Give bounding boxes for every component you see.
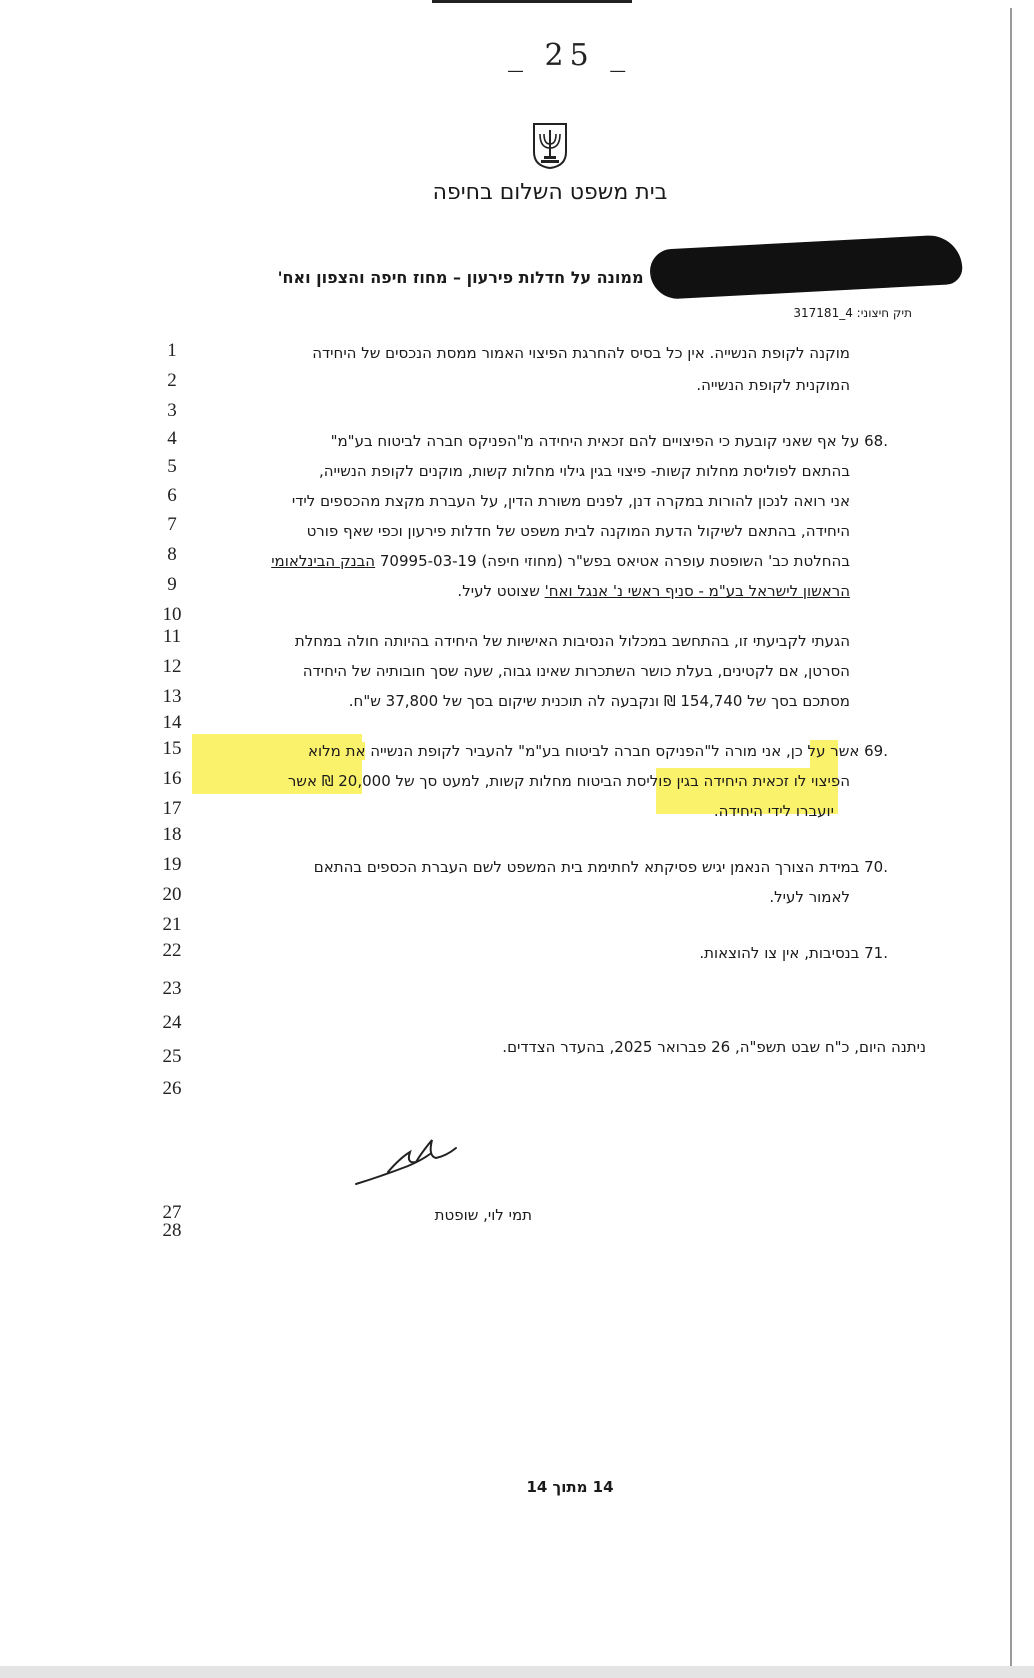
paragraph-68-line — [271, 552, 850, 570]
line-number: 2 — [167, 370, 177, 391]
line-number: 12 — [162, 656, 182, 677]
paragraph-69-line: יועברו לידי היחידה. — [713, 802, 834, 820]
line-number: 14 — [162, 712, 182, 733]
line-number: 25 — [162, 1046, 182, 1067]
line-number: 15 — [162, 738, 182, 759]
paragraph-68-line: הגעתי לקביעתי זו, בהתחשב במכלול הנסיבות האישיות של היחידה בהיותה חולה במחלת — [294, 632, 850, 650]
page-edge-top — [432, 0, 632, 3]
given-date-line: ניתנה היום, כ"ח שבט תשפ"ה, 26 פברואר 2025, בהעדר הצדדים. — [502, 1038, 926, 1056]
line-number: 28 — [162, 1220, 182, 1241]
text-segment: .69 אשר על כן, אני מורה ל"הפניקס חברה לביטוח בע"מ" להעביר לקופת הנשייה — [365, 742, 888, 760]
judge-name: תמי לוי, שופטת — [434, 1206, 532, 1224]
line-number: 4 — [167, 428, 177, 449]
text-line: המוקנית לקופת הנשייה. — [696, 376, 850, 394]
file-reference: תיק חיצוני: 4_317181 — [793, 306, 912, 320]
case-title: ' ממונה על חדלות פירעון – מחוז חיפה והצפון ואח' — [277, 268, 654, 287]
paragraph-68-line: בהתאם לפוליסת מחלות קשות- פיצוי בגין גילוי מחלות קשות, מוקנים לקופת הנשייה, — [318, 462, 850, 480]
line-number: 3 — [167, 400, 177, 421]
highlighted-text: את מלוא — [307, 742, 366, 760]
line-number: 6 — [167, 485, 177, 506]
paragraph-68-line: .68 על אף שאני קובעת כי הפיצויים להם זכאית היחידה מ"הפניקס חברה לביטוח בע"מ" — [330, 432, 888, 450]
page-number: 14 מתוך 14 — [526, 1478, 614, 1496]
line-number: 9 — [167, 574, 177, 595]
paragraph-68-line: היחידה, בהתאם לשיקול הדעת המוקנה לבית משפט של חדלות פירעון וכפי שאף פורט — [306, 522, 850, 540]
handwritten-page-number: _ 25 _ — [508, 38, 632, 73]
line-number: 5 — [167, 456, 177, 477]
line-number: 22 — [162, 940, 182, 961]
line-number: 11 — [162, 626, 182, 647]
text-line: מוקנה לקופת הנשייה. אין כל בסיס להחרגת הפיצוי האמור ממסת הנכסים של היחידה — [312, 344, 850, 362]
line-number: 19 — [162, 854, 182, 875]
paragraph-70-line: לאמור לעיל. — [769, 888, 850, 906]
line-number: 10 — [162, 604, 182, 625]
redaction-mark — [649, 234, 963, 300]
line-number: 8 — [167, 544, 177, 565]
paragraph-71: .71 בנסיבות, אין צו להוצאות. — [699, 944, 888, 962]
line-number: 7 — [167, 514, 177, 535]
page-edge-bottom — [0, 1666, 1034, 1678]
line-number: 18 — [162, 824, 182, 845]
paragraph-68-line — [457, 582, 850, 600]
court-name: בית משפט השלום בחיפה — [432, 180, 668, 205]
page-edge-right — [1010, 8, 1012, 1668]
line-number: 21 — [162, 914, 182, 935]
text-segment: שצוטט לעיל. — [457, 582, 545, 600]
cited-case-name: הראשון לישראל בע"מ - סניף ראשי נ' אנגל ואח' — [544, 582, 850, 600]
line-number: 13 — [162, 686, 182, 707]
line-number: 20 — [162, 884, 182, 905]
line-number: 23 — [162, 978, 182, 999]
paragraph-68-line: אני רואה לנכון להורות במקרה דנן, לפנים משורת הדין, על העברת מקצת מהכספים לידי — [291, 492, 850, 510]
line-number: 26 — [162, 1078, 182, 1099]
line-number: 16 — [162, 768, 182, 789]
line-number: 1 — [167, 340, 177, 361]
cited-case-name: הבנק הבינלאומי — [271, 552, 376, 570]
line-number: 17 — [162, 798, 182, 819]
line-number: 24 — [162, 1012, 182, 1033]
paragraph-69-line — [308, 742, 888, 760]
paragraph-68-line: מסתכם בסך של 154,740 ₪ ונקבעה לה תוכנית שיקום בסך של 37,800 ש"ח. — [348, 692, 850, 710]
paragraph-68-line: הסרטן, אם לקטינים, בעלת כושר השתכרות שאינו גבוה, שעה שסך חובותיה של היחידה — [302, 662, 850, 680]
paragraph-70-line: .70 במידת הצורך הנאמן יגיש פסיקתא לחתימת בית המשפט לשם העברת הכספים בהתאם — [313, 858, 888, 876]
state-emblem-icon — [530, 122, 570, 174]
line-number: 27 — [162, 1202, 182, 1223]
paragraph-69-line: הפיצוי לו זכאית היחידה בגין פוליסת הביטוח מחלות קשות, למעט סך של 20,000 ₪ אשר — [287, 772, 850, 790]
judge-signature — [352, 1122, 472, 1196]
text-segment: בהחלטת כב' השופטת עופרה אטיאס בפש"ר (מחוזי חיפה) 70995-03-19 — [375, 552, 850, 570]
